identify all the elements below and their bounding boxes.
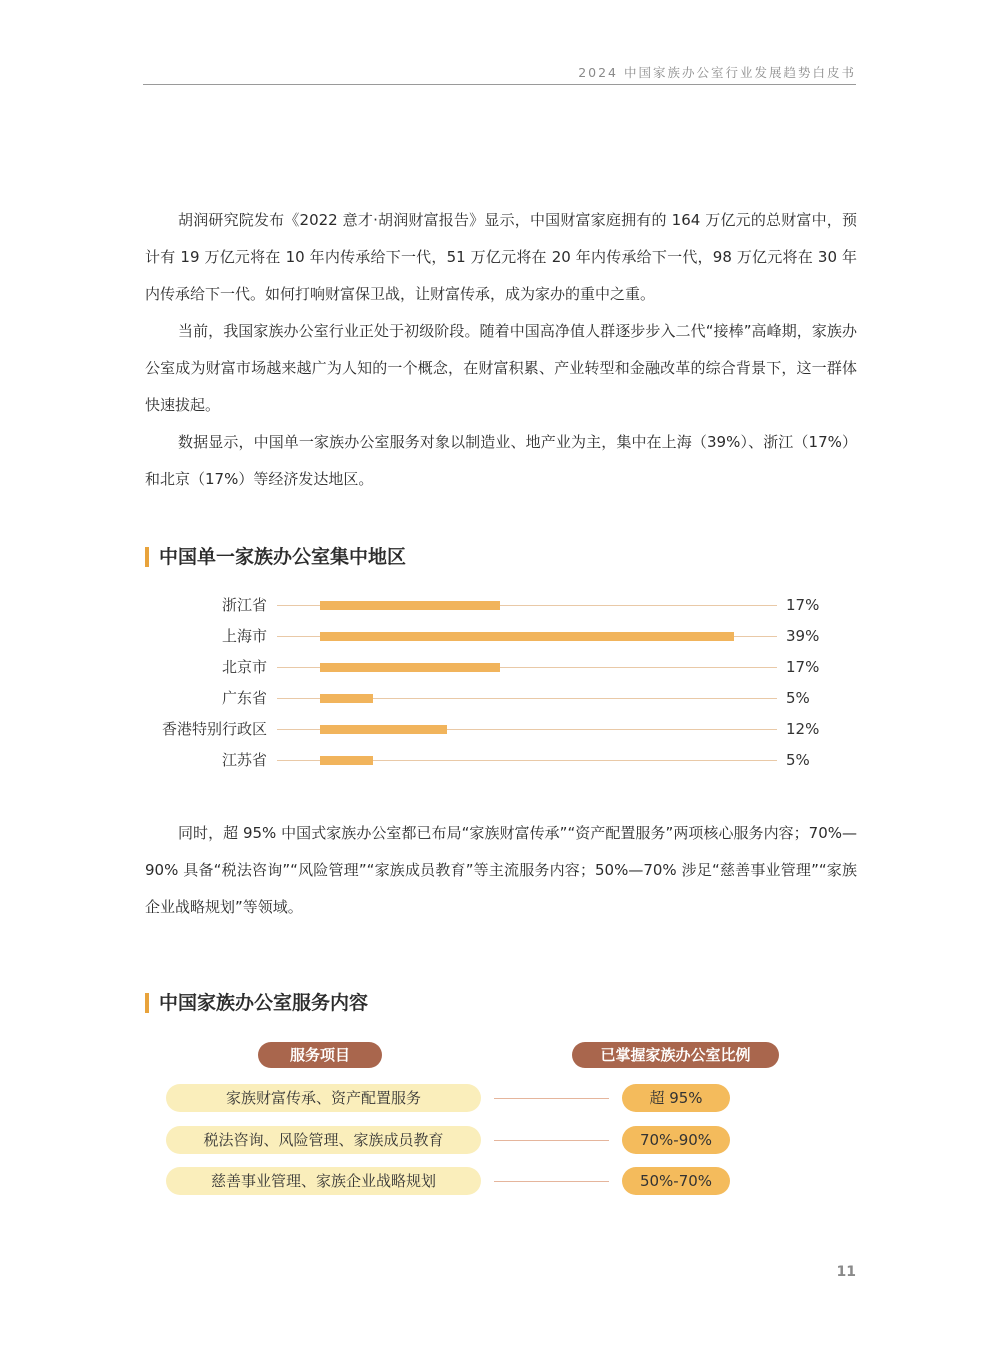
connector-line — [494, 1181, 609, 1182]
chart-category-label: 北京市 — [221, 658, 267, 676]
chart-category-label: 广东省 — [221, 689, 267, 707]
chart-value-label: 5% — [786, 751, 810, 769]
section-marker-icon — [145, 993, 149, 1013]
ratio-column-header: 已掌握家族办公室比例 — [572, 1042, 779, 1068]
section-title-services — [145, 991, 368, 1015]
paragraph-industry-stage: 当前，我国家族办公室行业正处于初级阶段。随着中国高净值人群逐步步入二代“接棒”高峰期，家族办公室成为财富市场越来越广为人知的一个概念，在财富积累、产业转型和金融改革的综合背景下，这一群体快速拔起。 — [145, 322, 857, 414]
chart-bar — [320, 725, 447, 734]
section-marker-icon — [145, 547, 149, 567]
chart-row — [145, 621, 857, 652]
chart-bar — [320, 632, 734, 641]
service-ratio: 超 95% — [622, 1084, 730, 1112]
chart-category-label: 上海市 — [221, 627, 267, 645]
chart-category-label: 香港特别行政区 — [161, 720, 267, 738]
paragraph-wealth-report: 胡润研究院发布《2022 意才·胡润财富报告》显示，中国财富家庭拥有的 164 万亿元的总财富中，预计有 19 万亿元将在 10 年内传承给下一代，51 万亿元将在 20 年内传承给下一代，98 万亿元将在 30 年内传承给下一代。如何打响财富保卫战，让财富传承，成为家办的重中之重。 — [145, 211, 857, 303]
chart-value-label: 12% — [786, 720, 820, 738]
service-item: 慈善事业管理、家族企业战略规划 — [166, 1167, 481, 1195]
chart-category-label: 江苏省 — [221, 751, 267, 769]
service-item: 家族财富传承、资产配置服务 — [166, 1084, 481, 1112]
chart-category-label: 浙江省 — [221, 596, 267, 614]
connector-line — [494, 1140, 609, 1141]
chart-row — [145, 745, 857, 776]
chart-bar — [320, 663, 500, 672]
chart-bar — [320, 601, 500, 610]
chart-row — [145, 714, 857, 745]
page-number: 11 — [836, 1264, 856, 1280]
services-column-header: 服务项目 — [258, 1042, 382, 1068]
paragraph-service-coverage: 同时，超 95% 中国式家族办公室都已布局“家族财富传承”“资产配置服务”两项核心服务内容；70%—90% 具备“税法咨询”“风险管理”“家族成员教育”等主流服务内容；50%—70% 涉足“慈善事业管理”“家族企业战略规划”等领域。 — [145, 824, 857, 916]
chart-row — [145, 652, 857, 683]
section-title-text: 中国家族办公室服务内容 — [159, 992, 369, 1014]
service-ratio: 50%-70% — [622, 1167, 730, 1195]
header-divider — [143, 84, 856, 85]
service-ratio: 70%-90% — [622, 1126, 730, 1154]
chart-value-label: 17% — [786, 658, 820, 676]
chart-row — [145, 683, 857, 714]
chart-value-label: 5% — [786, 689, 810, 707]
chart-value-label: 17% — [786, 596, 820, 614]
chart-bar — [320, 756, 373, 765]
paragraph-regional-data: 数据显示，中国单一家族办公室服务对象以制造业、地产业为主，集中在上海（39%）、浙江（17%）和北京（17%）等经济发达地区。 — [145, 433, 857, 488]
connector-line — [494, 1098, 609, 1099]
chart-row — [145, 590, 857, 621]
service-item: 税法咨询、风险管理、家族成员教育 — [166, 1126, 481, 1154]
header-title: 2024 中国家族办公室行业发展趋势白皮书 — [578, 65, 856, 80]
chart-value-label: 39% — [786, 627, 820, 645]
section-title-regions — [145, 545, 406, 569]
chart-bar — [320, 694, 373, 703]
section-title-text: 中国单一家族办公室集中地区 — [159, 546, 407, 568]
